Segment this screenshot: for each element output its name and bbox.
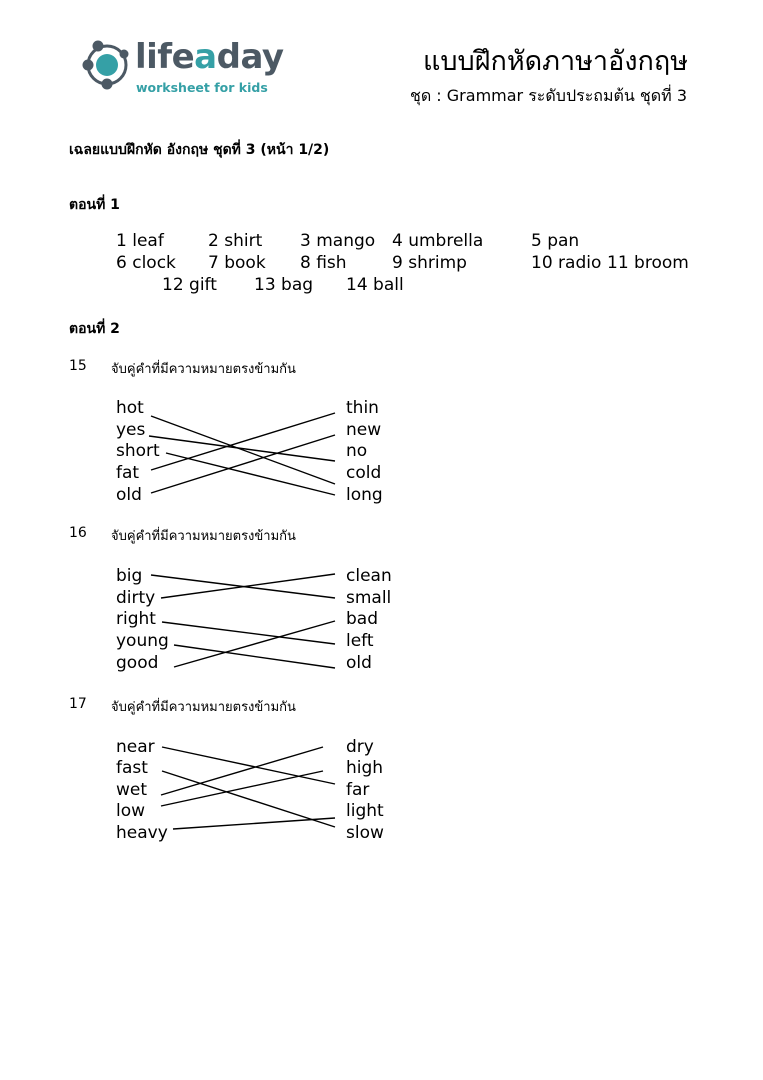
match-left-word: heavy	[116, 823, 168, 843]
question-instruction: จับคู่คำที่มีความหมายตรงข้ามกัน	[111, 529, 296, 544]
match-right-word: bad	[346, 609, 378, 629]
match-left-word: short	[116, 441, 160, 461]
match-line	[162, 771, 335, 827]
match-right-word: small	[346, 588, 392, 608]
match-line	[151, 413, 335, 470]
page-title: แบบฝึกหัดภาษาอังกฤษ	[423, 46, 688, 77]
match-left-word: dirty	[116, 588, 156, 608]
match-left-word: yes	[116, 420, 146, 440]
match-right-word: cold	[346, 463, 382, 483]
logo-wordmark: lifeaday	[135, 37, 284, 77]
match-left-word: fast	[116, 758, 148, 778]
part-2-label: ตอนที่ 2	[69, 321, 120, 337]
part-1-answer: 11 broom	[607, 253, 689, 273]
match-left-word: young	[116, 631, 169, 651]
match-right-word: long	[346, 485, 383, 505]
page-subtitle: ชุด : Grammar ระดับประถมต้น ชุดที่ 3	[409, 86, 687, 105]
question-number: 15	[69, 358, 87, 374]
match-left-word: old	[116, 485, 142, 505]
match-right-word: slow	[346, 823, 384, 843]
match-line	[162, 622, 335, 644]
part-1-label: ตอนที่ 1	[69, 197, 120, 213]
part-1-answer: 10 radio	[531, 253, 602, 273]
match-left-word: near	[116, 737, 155, 757]
question-number: 17	[69, 696, 87, 712]
logo-tagline: worksheet for kids	[136, 80, 268, 95]
match-right-word: clean	[346, 566, 392, 586]
question-number: 16	[69, 525, 87, 541]
match-left-word: fat	[116, 463, 140, 483]
match-line	[149, 436, 335, 461]
part-1-answer: 8 fish	[300, 253, 347, 273]
part-1-answer: 9 shrimp	[392, 253, 467, 273]
match-line	[151, 435, 335, 493]
part-1-answer: 1 leaf	[116, 231, 164, 251]
match-right-word: new	[346, 420, 382, 440]
part-1-answer: 6 clock	[116, 253, 176, 273]
answer-key-heading: เฉลยแบบฝึกหัด อังกฤษ ชุดที่ 3 (หน้า 1/2)	[69, 142, 330, 158]
part-1-answer: 3 mango	[300, 231, 376, 251]
match-right-word: dry	[346, 737, 374, 757]
match-left-word: good	[116, 653, 159, 673]
match-right-word: no	[346, 441, 368, 461]
question-instruction: จับคู่คำที่มีความหมายตรงข้ามกัน	[111, 362, 296, 377]
match-left-word: low	[116, 801, 146, 821]
part-1-answer: 5 pan	[531, 231, 580, 251]
part-1-answer: 4 umbrella	[392, 231, 484, 251]
match-line	[174, 645, 335, 668]
part-1-answer: 14 ball	[346, 275, 404, 295]
match-line	[151, 416, 335, 484]
match-right-word: high	[346, 758, 384, 778]
part-1-answer: 7 book	[208, 253, 266, 273]
part-1-answer: 12 gift	[162, 275, 217, 295]
match-line	[162, 747, 335, 784]
match-line	[173, 818, 335, 829]
match-line	[174, 621, 335, 667]
match-left-word: wet	[116, 780, 148, 800]
match-left-word: right	[116, 609, 156, 629]
match-right-word: left	[346, 631, 374, 651]
question-instruction: จับคู่คำที่มีความหมายตรงข้ามกัน	[111, 700, 296, 715]
part-1-answer: 2 shirt	[208, 231, 263, 251]
match-right-word: thin	[346, 398, 379, 418]
match-right-word: far	[346, 780, 370, 800]
match-left-word: hot	[116, 398, 144, 418]
match-left-word: big	[116, 566, 143, 586]
match-right-word: light	[346, 801, 384, 821]
match-right-word: old	[346, 653, 372, 673]
part-1-answer: 13 bag	[254, 275, 314, 295]
